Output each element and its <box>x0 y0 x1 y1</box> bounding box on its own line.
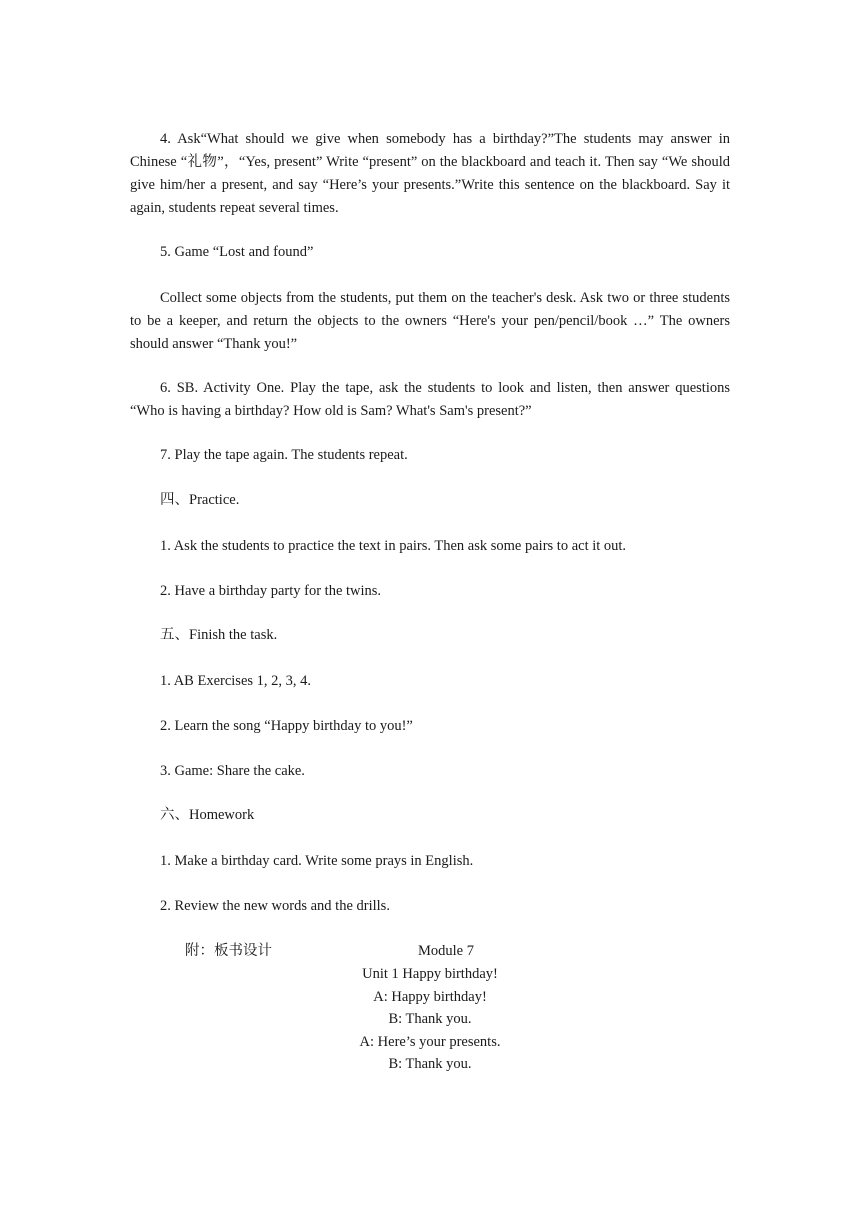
step-4-paragraph: 4. Ask“What should we give when somebody has a birthday?”The students may answer in Chinese “礼物”，“Yes, present” Write “present” on the blackboard and teach it. Then say “We should give him/her a present, and say “Here’s your presents.”Write this sentence on the blackboard. Say it again, students repeat several times. <box>130 131 730 216</box>
homework-item: 2. Review the new words and the drills. <box>160 898 390 914</box>
blackboard-design-label: 附：板书设计 <box>185 943 272 959</box>
step-6-paragraph: 6. SB. Activity One. Play the tape, ask the students to look and listen, then answer questions “Who is having a birthday? How old is Sam? What's Sam's present?” <box>130 380 730 419</box>
task-heading: 五、Finish the task. <box>160 627 278 643</box>
blackboard-line: A: Here’s your presents. <box>359 1034 501 1050</box>
blackboard-line: B: Thank you. <box>388 1011 472 1027</box>
practice-heading: 四、Practice. <box>160 492 240 508</box>
homework-item: 1. Make a birthday card. Write some prays in English. <box>160 853 474 869</box>
blackboard-line: Unit 1 Happy birthday! <box>362 966 498 982</box>
step-5-paragraph: Collect some objects from the students, put them on the teacher's desk. Ask two or three students to be a keeper, and return the objects to the owners “Here's your pen/pencil/book …” The owners should answer “Thank you!” <box>130 290 730 352</box>
step-7-line: 7. Play the tape again. The students repeat. <box>160 447 408 463</box>
blackboard-module-title: Module 7 <box>418 943 474 959</box>
homework-heading: 六、Homework <box>160 807 255 823</box>
blackboard-line: A: Happy birthday! <box>373 989 487 1005</box>
task-item: 2. Learn the song “Happy birthday to you!” <box>160 718 413 734</box>
step-5-title: 5. Game “Lost and found” <box>160 244 314 260</box>
task-item: 3. Game: Share the cake. <box>160 763 305 779</box>
task-item: 1. AB Exercises 1, 2, 3, 4. <box>160 673 312 689</box>
practice-item: 1. Ask the students to practice the text in pairs. Then ask some pairs to act it out. <box>160 538 627 554</box>
practice-item: 2. Have a birthday party for the twins. <box>160 583 382 599</box>
blackboard-line: B: Thank you. <box>388 1056 472 1072</box>
